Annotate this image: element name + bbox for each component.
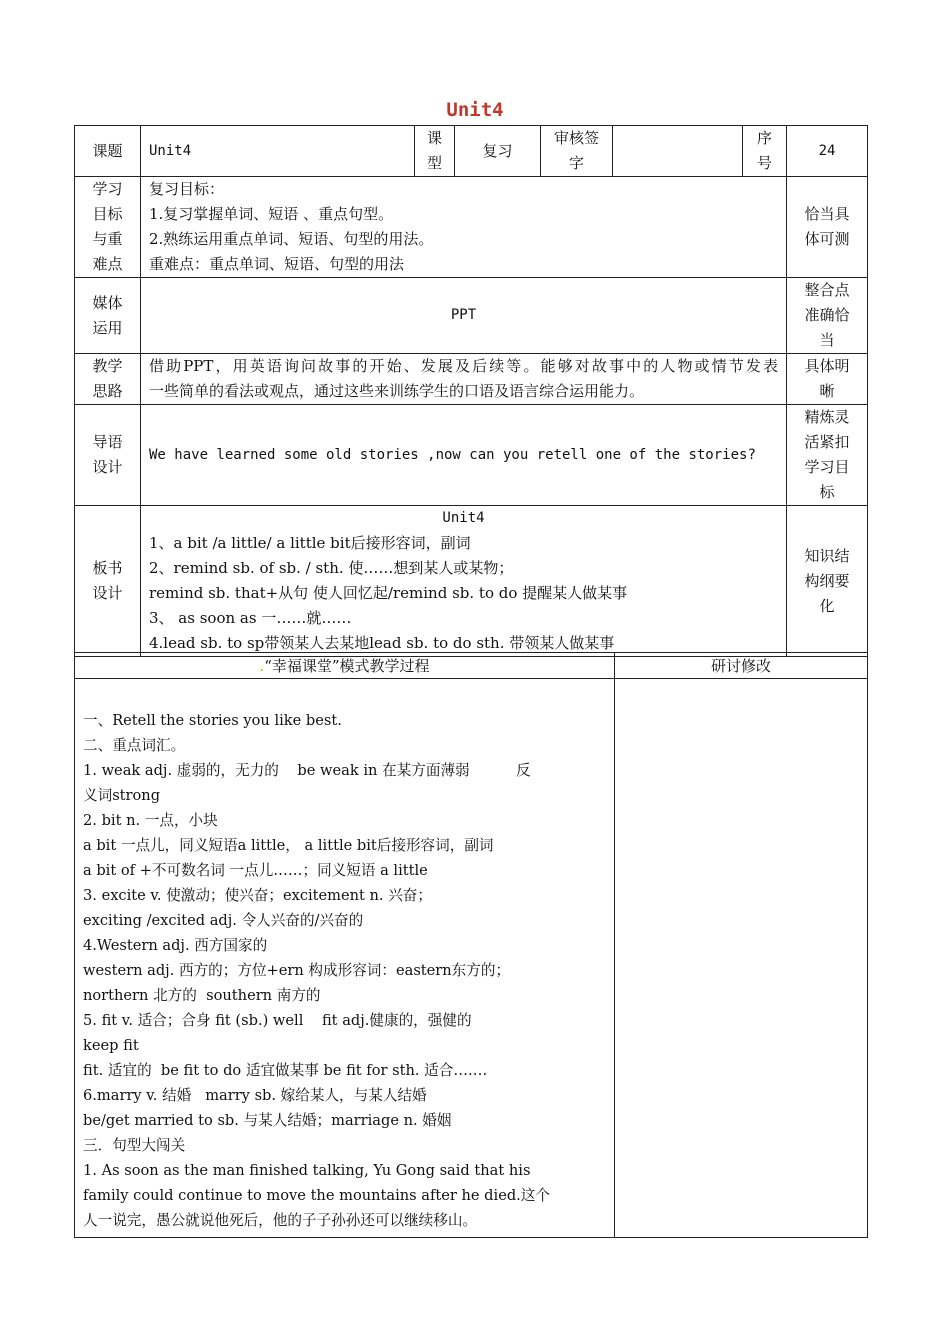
goals-line: 重难点：重点单词、短语、句型的用法 — [149, 255, 405, 273]
seq-value: 24 — [787, 126, 868, 177]
process-line: fit. 适宜的 be fit to do 适宜做某事 be fit for sth. 适合……. — [83, 1062, 488, 1079]
process-line: 义词strong — [83, 787, 161, 804]
goals-label: 学习 目标 与重 难点 — [75, 177, 141, 278]
document-title: Unit4 — [446, 99, 504, 121]
topic-value: Unit4 — [141, 126, 415, 177]
process-line: 6.marry v. 结婚 marry sb. 嫁给某人，与某人结婚 — [83, 1087, 427, 1104]
type-label: 课 型 — [415, 126, 455, 177]
board-note: 知识结 构纲要 化 — [787, 506, 868, 657]
process-line: keep fit — [83, 1037, 139, 1054]
board-line: 3、 as soon as 一……就…… — [149, 609, 352, 627]
process-line: family could continue to move the mountains after he died.这个 — [83, 1187, 550, 1204]
board-line: remind sb. that+从句 使人回忆起/remind sb. to do 提醒某人做某事 — [149, 584, 628, 602]
lesson-info-table — [74, 125, 868, 657]
thinking-row — [75, 354, 868, 405]
process-line: 一、Retell the stories you like best. — [83, 712, 342, 729]
thinking-label: 教学 思路 — [75, 354, 141, 405]
media-row — [75, 278, 868, 354]
goals-note: 恰当具 体可测 — [787, 177, 868, 278]
media-content: PPT — [141, 278, 787, 354]
process-line: 4.Western adj. 西方国家的 — [83, 937, 268, 954]
process-content — [75, 679, 615, 1238]
goals-line: 1.复习掌握单词、短语 、重点句型。 — [149, 205, 394, 223]
process-line: 1. weak adj. 虚弱的，无力的 be weak in 在某方面薄弱 反 — [83, 762, 531, 779]
intro-row — [75, 405, 868, 506]
process-line: western adj. 西方的；方位+ern 构成形容词：eastern东方的； — [83, 962, 511, 979]
goals-line: 复习目标： — [149, 180, 225, 198]
process-line: be/get married to sb. 与某人结婚；marriage n. 婚姻 — [83, 1112, 452, 1129]
board-row — [75, 506, 868, 657]
board-content — [141, 506, 787, 657]
goals-row — [75, 177, 868, 278]
process-heading: “幸福课堂”模式教学过程 — [264, 656, 430, 675]
media-note: 整合点 准确恰 当 — [787, 278, 868, 354]
marker-dot: . — [259, 656, 265, 675]
process-heading-cell — [75, 653, 615, 679]
process-line: 1. As soon as the man finished talking, Yu Gong said that his — [83, 1162, 531, 1179]
intro-content: We have learned some old stories ,now can you retell one of the stories? — [141, 405, 787, 506]
seq-label: 序 号 — [743, 126, 787, 177]
thinking-line: 借助PPT，用英语询问故事的开始、发展及后续等。能够对故事中的人物或情节发表 — [149, 357, 778, 375]
process-line: 三．句型大闯关 — [83, 1137, 186, 1154]
review-value — [613, 126, 743, 177]
board-line: 4.lead sb. to sp带领某人去某地lead sb. to do sth. 带领某人做某事 — [149, 634, 615, 652]
process-line: exciting /excited adj. 令人兴奋的/兴奋的 — [83, 912, 364, 929]
process-line: 人一说完，愚公就说他死后，他的子子孙孙还可以继续移山。 — [83, 1212, 478, 1229]
intro-label: 导语 设计 — [75, 405, 141, 506]
revision-notes-cell[interactable] — [615, 679, 868, 1238]
process-line: a bit 一点儿，同义短语a little， a little bit后接形容词，副词 — [83, 837, 494, 854]
process-header-row — [75, 653, 868, 679]
type-value: 复习 — [455, 126, 541, 177]
board-line: 1、a bit /a little/ a little bit后接形容词，副词 — [149, 534, 471, 552]
header-row — [75, 126, 868, 177]
revision-heading: 研讨修改 — [615, 653, 868, 679]
process-line: 二、重点词汇。 — [83, 737, 186, 754]
goals-line: 2.熟练运用重点单词、短语、句型的用法。 — [149, 230, 434, 248]
process-line: 2. bit n. 一点，小块 — [83, 812, 218, 829]
board-heading: Unit4 — [442, 510, 485, 526]
process-line: 3. excite v. 使激动；使兴奋；excitement n. 兴奋； — [83, 887, 432, 904]
process-line: northern 北方的 southern 南方的 — [83, 987, 321, 1004]
thinking-content — [141, 354, 787, 405]
process-line: a bit of +不可数名词 一点儿……；同义短语 a little — [83, 862, 428, 879]
media-label: 媒体 运用 — [75, 278, 141, 354]
process-table — [74, 652, 868, 1238]
review-label: 审核签 字 — [541, 126, 613, 177]
intro-note: 精炼灵 活紧扣 学习目 标 — [787, 405, 868, 506]
process-line: 5. fit v. 适合；合身 fit (sb.) well fit adj.健康的，强健的 — [83, 1012, 472, 1029]
board-label: 板书 设计 — [75, 506, 141, 657]
topic-label: 课题 — [75, 126, 141, 177]
goals-content — [141, 177, 787, 278]
process-body-row — [75, 679, 868, 1238]
board-line: 2、remind sb. of sb. / sth. 使……想到某人或某物； — [149, 559, 514, 577]
thinking-line: 一些简单的看法或观点，通过这些来训练学生的口语及语言综合运用能力。 — [149, 382, 645, 400]
thinking-note: 具体明 晰 — [787, 354, 868, 405]
